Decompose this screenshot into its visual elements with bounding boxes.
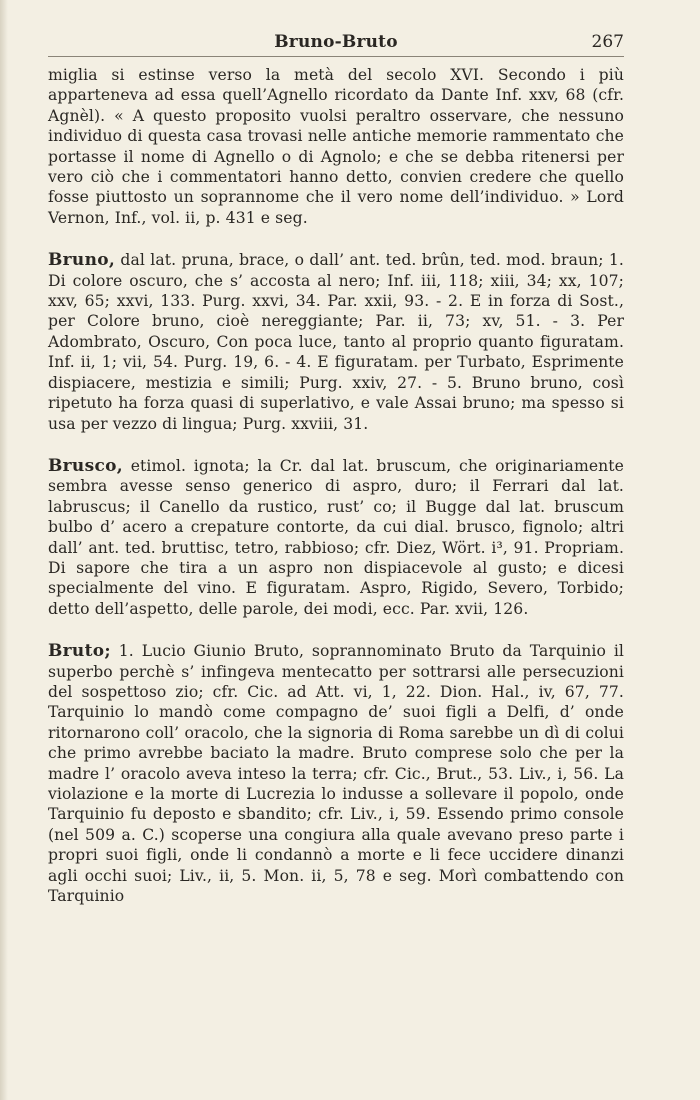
entry-brusco (48, 456, 624, 619)
entry-continuation (48, 65, 624, 228)
headword: Bruno, (48, 250, 116, 271)
dictionary-page (48, 30, 624, 906)
running-header (48, 30, 624, 57)
entry-text: 1. Lucio Giunio Bruto, soprannominato Bruto da Tarquinio il superbo perchè s’ infingeva mentecatto per sottrarsi alle persecuzioni del sospettoso zio; cfr. Cic. ad Att. vi, 1, 22. Dion. Hal., iv, 67, 77. Tarquinio lo mandò come compagno de’ suoi figli a Delfi, d’ onde ritornarono coll’ oracolo, che la signoria di Roma sarebbe un dì di colui che primo avrebbe baciato la madre. Bruto comprese solo che per la madre l’ oracolo aveva inteso la terra; cfr. Cic., Brut., 53. Liv., i, 56. La violazione e la morte di Lucrezia lo indusse a sollevare il popolo, onde Tarquinio fu deposto e sbandito; cfr. Liv., i, 59. Essendo primo console (nel 509 a. C.) scoperse una congiura alla quale avevano preso parte i propri suoi figli, onde li condannò a morte e li fece uccidere dinanzi agli occhi suoi; Liv., ii, 5. Mon. ii, 5, 78 e seg. Morì combattendo con Tarquinio (48, 642, 624, 906)
entry-bruno (48, 250, 624, 434)
running-title: Bruno-Bruto (274, 32, 398, 52)
headword: Brusco, (48, 455, 123, 476)
entry-text: miglia si estinse verso la metà del secolo XVI. Secondo i più apparteneva ad essa quell’Agnello ricordato da Dante Inf. xxv, 68 (cfr. Agnèl). « A questo proposito vuolsi peraltro osservare, che nessuno individuo di questa casa trovasi nelle antiche memorie rammentato che portasse il nome di Agnello o di Agnolo; e che se debba ritenersi per vero ciò che i commentatori hanno detto, convien credere che quello fosse piuttosto un soprannome che il vero nome dell’individuo. » Lord Vernon, Inf., vol. ii, p. 431 e seg. (48, 66, 624, 227)
entry-text: dal lat. pruna, brace, o dall’ ant. ted. brûn, ted. mod. braun; 1. Di colore oscuro, che s’ accosta al nero; Inf. iii, 118; xiii, 34; xx, 107; xxv, 65; xxvi, 133. Purg. xxvi, 34. Par. xxii, 93. - 2. E in forza di Sost., per Colore bruno, cioè nereggiante; Par. ii, 73; xv, 51. - 3. Per Adombrato, Oscuro, Con poca luce, tanto al proprio quanto figuratam. Inf. ii, 1; vii, 54. Purg. 19, 6. - 4. E figuratam. per Turbato, Esprimente dispiacere, mestizia e simili; Purg. xxiv, 27. - 5. Bruno bruno, così ripetuto ha forza quasi di superlativo, e vale Assai bruno; ma spesso si usa per vezzo di lingua; Purg. xxviii, 31. (48, 251, 624, 433)
page-edge-shadow (0, 0, 8, 1100)
entry-text: etimol. ignota; la Cr. dal lat. bruscum, che originariamente sembra avesse senso generico di aspro, duro; il Ferrari dal lat. labruscus; il Canello da rustico, rust’ co; il Bugge dal lat. bruscum bulbo d’ acero a crepature contorte, da cui dial. brusco, fignolo; altri dall’ ant. ted. bruttisc, tetro, rabbioso; cfr. Diez, Wört. i³, 91. Propriam. Di sapore che tira a un aspro non dispiacevole al gusto; e dicesi specialmente del vino. E figuratam. Aspro, Rigido, Severo, Torbido; detto dell’aspetto, delle parole, dei modi, ecc. Par. xvii, 126. (48, 456, 624, 618)
headword: Bruto; (48, 641, 111, 662)
entry-bruto (48, 641, 624, 906)
page-number: 267 (591, 32, 624, 52)
